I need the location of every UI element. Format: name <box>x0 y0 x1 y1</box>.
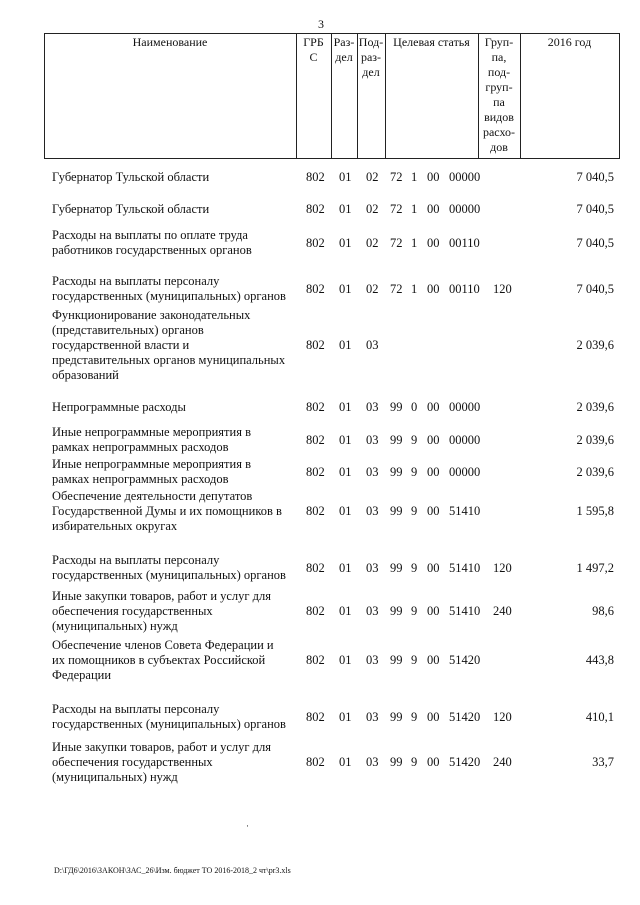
podrazdel-cell: 02 <box>366 282 379 296</box>
target-code-1-cell: 99 <box>390 561 403 575</box>
row-name: Иные непрограммные мероприятия в рамках непрограммных расходов <box>52 457 251 486</box>
grbs-cell: 802 <box>306 504 325 518</box>
header-year: 2016 год <box>547 35 592 49</box>
grbs-cell: 802 <box>306 561 325 575</box>
grbs-cell: 802 <box>306 465 325 479</box>
target-code-4-cell: 00110 <box>449 236 480 250</box>
grbs-cell: 802 <box>306 338 325 352</box>
header-grbs: ГРБ С <box>303 35 324 64</box>
target-code-2-cell: 1 <box>411 170 418 184</box>
podrazdel-cell: 02 <box>366 236 379 250</box>
header-podrazdel: Под- раз- дел <box>358 35 384 79</box>
razdel-cell: 01 <box>339 282 352 296</box>
razdel-cell: 01 <box>339 653 352 667</box>
amount-cell: 98,6 <box>592 604 614 618</box>
footer-file-path: D:\ГД6\2016\ЗАКОН\ЗАС_26\Изм. бюджет ТО 2016-2018_2 чт\pr3.xls <box>54 866 291 875</box>
amount-cell: 2 039,6 <box>576 465 614 479</box>
podrazdel-cell: 03 <box>366 504 379 518</box>
expense-group-cell: 120 <box>493 282 512 296</box>
grbs-cell: 802 <box>306 202 325 216</box>
target-code-2-cell: 9 <box>411 710 418 724</box>
target-code-4-cell: 51420 <box>449 710 481 724</box>
target-code-3-cell: 00 <box>427 236 440 250</box>
podrazdel-cell: 03 <box>366 653 379 667</box>
target-code-3-cell: 00 <box>427 755 440 769</box>
podrazdel-cell: 03 <box>366 710 379 724</box>
row-name: Губернатор Тульской области <box>52 170 210 184</box>
target-code-4-cell: 00000 <box>449 170 481 184</box>
row-name: Расходы на выплаты персоналу государственных (муниципальных) органов <box>52 702 286 731</box>
target-code-4-cell: 00110 <box>449 282 480 296</box>
amount-cell: 1 595,8 <box>576 504 614 518</box>
target-code-1-cell: 99 <box>390 755 403 769</box>
target-code-3-cell: 00 <box>427 170 440 184</box>
row-name: Обеспечение членов Совета Федерации и их помощников в субъектах Российской Федерации <box>52 638 274 682</box>
target-code-1-cell: 99 <box>390 710 403 724</box>
razdel-cell: 01 <box>339 561 352 575</box>
razdel-cell: 01 <box>339 433 352 447</box>
stray-mark: · <box>246 821 249 831</box>
target-code-4-cell: 00000 <box>449 433 481 447</box>
amount-cell: 33,7 <box>592 755 614 769</box>
row-name: Обеспечение деятельности депутатов Государственной Думы и их помощников в избирательных округах <box>52 489 282 533</box>
grbs-cell: 802 <box>306 433 325 447</box>
target-code-2-cell: 1 <box>411 236 418 250</box>
razdel-cell: 01 <box>339 710 352 724</box>
expense-group-cell: 120 <box>493 561 512 575</box>
row-name: Расходы на выплаты персоналу государственных (муниципальных) органов <box>52 553 286 582</box>
target-code-1-cell: 72 <box>390 170 403 184</box>
target-code-4-cell: 51420 <box>449 653 481 667</box>
razdel-cell: 01 <box>339 465 352 479</box>
target-code-1-cell: 72 <box>390 236 403 250</box>
podrazdel-cell: 02 <box>366 202 379 216</box>
expense-group-cell: 240 <box>493 755 512 769</box>
target-code-1-cell: 99 <box>390 653 403 667</box>
target-code-3-cell: 00 <box>427 465 440 479</box>
target-code-1-cell: 99 <box>390 400 403 414</box>
row-name: Иные непрограммные мероприятия в рамках непрограммных расходов <box>52 425 251 454</box>
grbs-cell: 802 <box>306 604 325 618</box>
podrazdel-cell: 03 <box>366 561 379 575</box>
target-code-3-cell: 00 <box>427 653 440 667</box>
header-name: Наименование <box>132 35 208 49</box>
target-code-2-cell: 0 <box>411 400 418 414</box>
amount-cell: 7 040,5 <box>576 282 614 296</box>
row-name: Губернатор Тульской области <box>52 202 210 216</box>
grbs-cell: 802 <box>306 755 325 769</box>
target-code-3-cell: 00 <box>427 504 440 518</box>
target-code-2-cell: 9 <box>411 465 418 479</box>
target-code-3-cell: 00 <box>427 710 440 724</box>
grbs-cell: 802 <box>306 653 325 667</box>
target-code-3-cell: 00 <box>427 604 440 618</box>
grbs-cell: 802 <box>306 170 325 184</box>
target-code-2-cell: 9 <box>411 561 418 575</box>
target-code-2-cell: 1 <box>411 202 418 216</box>
target-code-4-cell: 00000 <box>449 465 481 479</box>
target-code-4-cell: 00000 <box>449 202 481 216</box>
target-code-4-cell: 00000 <box>449 400 481 414</box>
header-razdel: Раз- дел <box>333 35 355 64</box>
target-code-2-cell: 9 <box>411 504 418 518</box>
target-code-4-cell: 51410 <box>449 561 481 575</box>
row-name: Расходы на выплаты по оплате труда работников государственных органов <box>52 228 252 257</box>
razdel-cell: 01 <box>339 755 352 769</box>
razdel-cell: 01 <box>339 170 352 184</box>
podrazdel-cell: 03 <box>366 465 379 479</box>
row-name: Функционирование законодательных (представительных) органов государственной власти и представительных органов муниципальных образований <box>52 308 286 382</box>
row-name: Расходы на выплаты персоналу государственных (муниципальных) органов <box>52 274 286 303</box>
amount-cell: 7 040,5 <box>576 170 614 184</box>
target-code-2-cell: 9 <box>411 653 418 667</box>
target-code-3-cell: 00 <box>427 282 440 296</box>
razdel-cell: 01 <box>339 202 352 216</box>
amount-cell: 1 497,2 <box>576 561 614 575</box>
target-code-1-cell: 99 <box>390 465 403 479</box>
podrazdel-cell: 03 <box>366 604 379 618</box>
razdel-cell: 01 <box>339 236 352 250</box>
podrazdel-cell: 03 <box>366 433 379 447</box>
podrazdel-cell: 03 <box>366 755 379 769</box>
page-number: 3 <box>318 17 324 31</box>
amount-cell: 2 039,6 <box>576 433 614 447</box>
target-code-1-cell: 99 <box>390 433 403 447</box>
grbs-cell: 802 <box>306 400 325 414</box>
target-code-2-cell: 9 <box>411 604 418 618</box>
target-code-3-cell: 00 <box>427 561 440 575</box>
row-name: Иные закупки товаров, работ и услуг для обеспечения государственных (муниципальных) нужд <box>52 589 272 633</box>
header-gruppa: Груп- па, под- груп- па видов расхо- дов <box>482 35 516 154</box>
target-code-1-cell: 72 <box>390 202 403 216</box>
razdel-cell: 01 <box>339 338 352 352</box>
expense-group-cell: 120 <box>493 710 512 724</box>
target-code-1-cell: 99 <box>390 504 403 518</box>
podrazdel-cell: 03 <box>366 400 379 414</box>
amount-cell: 410,1 <box>585 710 614 724</box>
row-name: Непрограммные расходы <box>52 400 186 414</box>
amount-cell: 2 039,6 <box>576 338 614 352</box>
amount-cell: 7 040,5 <box>576 236 614 250</box>
target-code-3-cell: 00 <box>427 433 440 447</box>
target-code-1-cell: 99 <box>390 604 403 618</box>
target-code-3-cell: 00 <box>427 202 440 216</box>
target-code-4-cell: 51410 <box>449 504 481 518</box>
target-code-4-cell: 51420 <box>449 755 481 769</box>
razdel-cell: 01 <box>339 504 352 518</box>
target-code-3-cell: 00 <box>427 400 440 414</box>
target-code-1-cell: 72 <box>390 282 403 296</box>
target-code-2-cell: 9 <box>411 433 418 447</box>
amount-cell: 7 040,5 <box>576 202 614 216</box>
amount-cell: 2 039,6 <box>576 400 614 414</box>
expense-group-cell: 240 <box>493 604 512 618</box>
header-tselevaya-statya: Целевая статья <box>393 35 470 49</box>
grbs-cell: 802 <box>306 710 325 724</box>
podrazdel-cell: 03 <box>366 338 379 352</box>
target-code-2-cell: 9 <box>411 755 418 769</box>
grbs-cell: 802 <box>306 236 325 250</box>
target-code-4-cell: 51410 <box>449 604 481 618</box>
target-code-2-cell: 1 <box>411 282 418 296</box>
row-name: Иные закупки товаров, работ и услуг для обеспечения государственных (муниципальных) нужд <box>52 740 272 784</box>
grbs-cell: 802 <box>306 282 325 296</box>
amount-cell: 443,8 <box>585 653 614 667</box>
razdel-cell: 01 <box>339 400 352 414</box>
podrazdel-cell: 02 <box>366 170 379 184</box>
razdel-cell: 01 <box>339 604 352 618</box>
